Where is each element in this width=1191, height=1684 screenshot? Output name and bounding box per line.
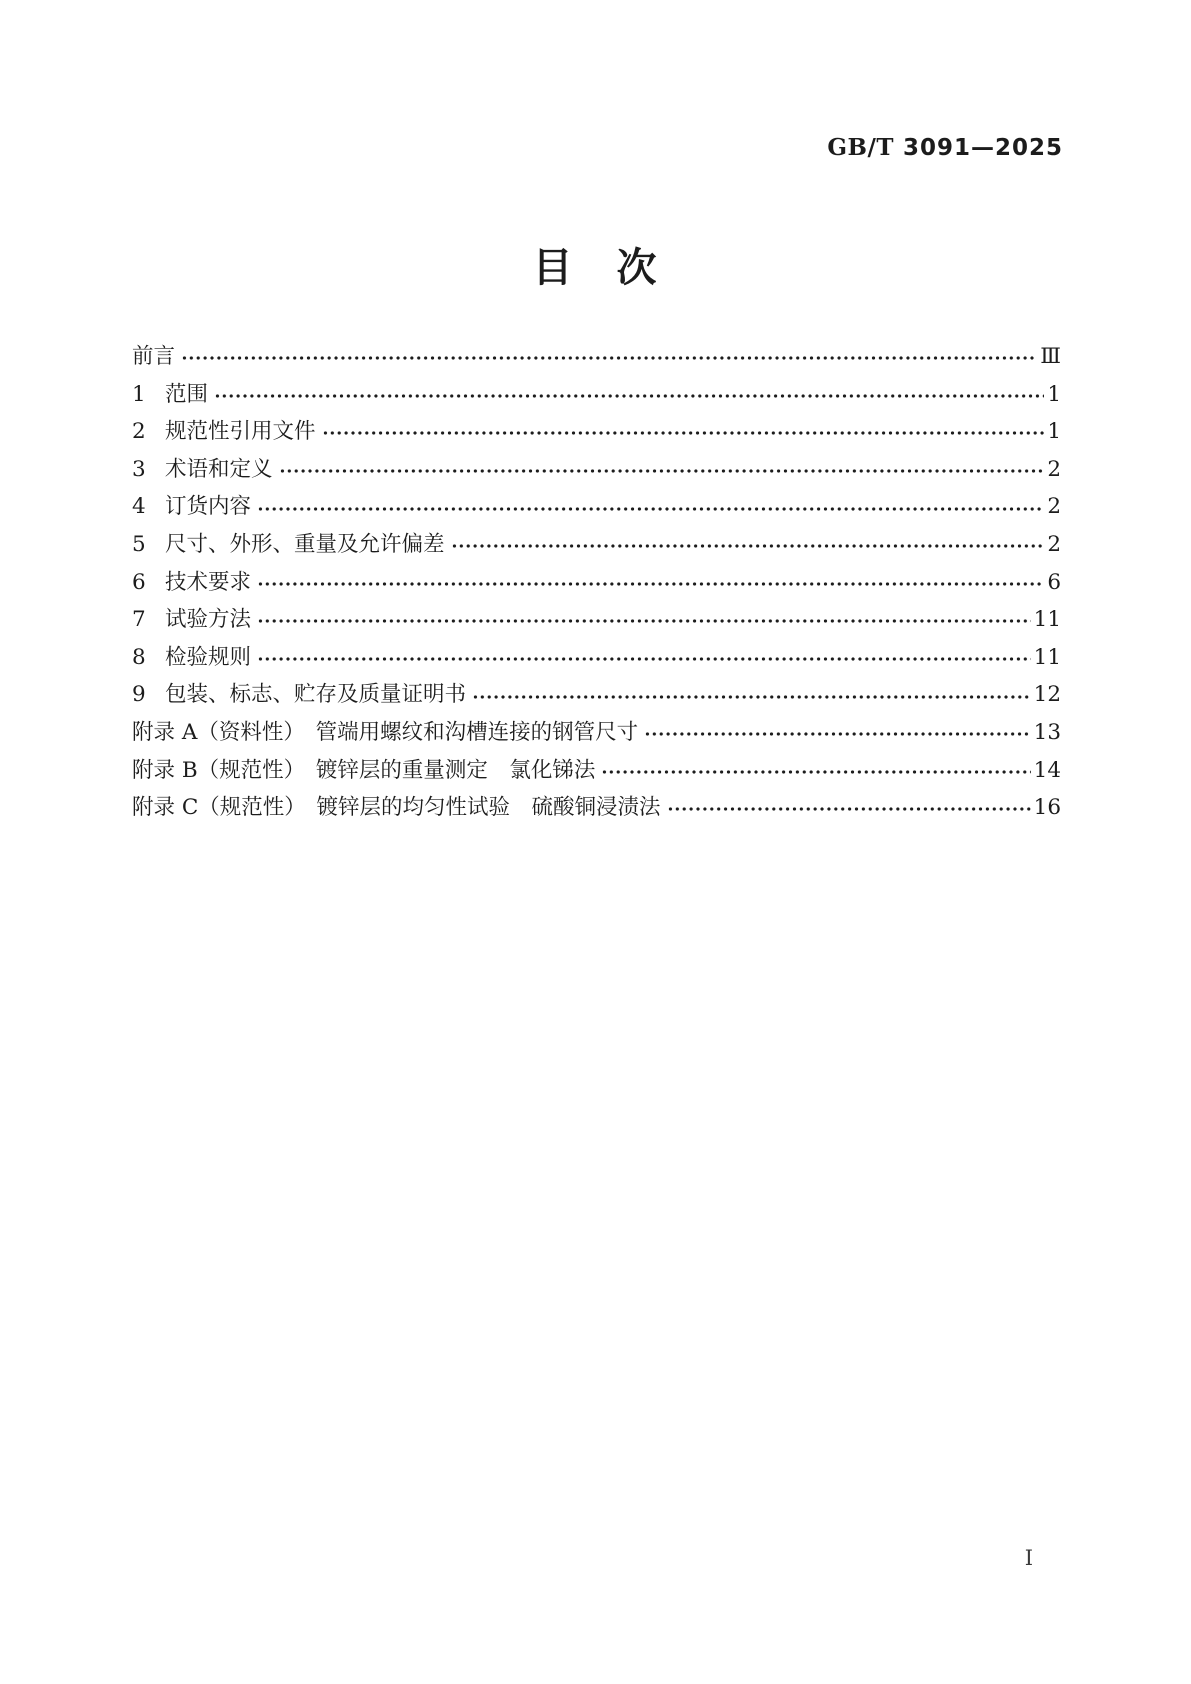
toc-entry-label: 附录 A（资料性） 管端用螺纹和沟槽连接的钢管尺寸 xyxy=(132,719,639,745)
dot-leader xyxy=(257,488,1044,526)
toc-entry-number: 5 xyxy=(132,531,146,557)
toc-entry-page: 12 xyxy=(1033,682,1061,708)
toc-entry xyxy=(132,714,1061,752)
toc-entry-label: 技术要求 xyxy=(165,569,252,595)
standard-code-number: 3091—2025 xyxy=(902,135,1063,161)
toc-entry xyxy=(132,564,1061,602)
toc-entry xyxy=(132,338,1061,376)
toc-entry-number: 4 xyxy=(132,494,146,520)
standard-code-prefix: GB/T xyxy=(827,134,894,161)
toc-entry xyxy=(132,376,1061,414)
dot-leader xyxy=(181,338,1037,376)
toc-entry-label: 包装、标志、贮存及质量证明书 xyxy=(165,682,467,708)
dot-leader xyxy=(667,789,1031,827)
toc-entry-page: Ⅲ xyxy=(1040,344,1061,369)
toc-entry-page: 11 xyxy=(1033,607,1061,633)
toc-entry-page: 11 xyxy=(1033,644,1061,670)
toc-entry xyxy=(132,789,1061,827)
dot-leader xyxy=(322,413,1045,451)
toc-entry-label: 尺寸、外形、重量及允许偏差 xyxy=(165,531,445,557)
toc-entry-number: 1 xyxy=(132,381,146,407)
toc-entry-number: 7 xyxy=(132,607,146,633)
toc-entry-number: 8 xyxy=(132,644,146,670)
toc-entry-page: 2 xyxy=(1047,456,1061,482)
toc-entry-page: 14 xyxy=(1033,757,1061,783)
toc-entry xyxy=(132,601,1061,639)
dot-leader xyxy=(279,451,1045,489)
dot-leader xyxy=(257,601,1031,639)
toc-entry-number: 6 xyxy=(132,569,146,595)
toc-entry-page: 6 xyxy=(1047,569,1061,595)
toc-entry xyxy=(132,752,1061,790)
table-of-contents xyxy=(132,338,1061,827)
toc-entry-number: 2 xyxy=(132,419,146,445)
toc-entry-number: 3 xyxy=(132,456,146,482)
toc-entry-page: 2 xyxy=(1047,531,1061,557)
toc-entry xyxy=(132,451,1061,489)
toc-entry-label: 附录 B（规范性） 镀锌层的重量测定 氯化锑法 xyxy=(132,757,596,783)
dot-leader xyxy=(601,752,1030,790)
toc-entry-label: 订货内容 xyxy=(165,494,252,520)
toc-entry-label: 附录 C（规范性） 镀锌层的均匀性试验 硫酸铜浸渍法 xyxy=(132,795,661,821)
dot-leader xyxy=(214,376,1044,414)
toc-entry xyxy=(132,526,1061,564)
toc-entry-page: 2 xyxy=(1047,494,1061,520)
toc-entry xyxy=(132,676,1061,714)
toc-entry-page: 1 xyxy=(1047,381,1061,407)
toc-entry-label: 前言 xyxy=(132,344,176,369)
footer-page-number: Ⅰ xyxy=(1024,1546,1033,1570)
toc-entry-number: 9 xyxy=(132,682,146,708)
toc-entry xyxy=(132,639,1061,677)
dot-leader xyxy=(472,676,1031,714)
standard-code-header xyxy=(827,134,1063,161)
dot-leader xyxy=(257,639,1031,677)
toc-entry-label: 试验方法 xyxy=(165,607,252,633)
toc-entry-page: 13 xyxy=(1033,719,1061,745)
toc-entry xyxy=(132,413,1061,451)
dot-leader xyxy=(644,714,1031,752)
toc-entry-label: 检验规则 xyxy=(165,644,252,670)
toc-entry-page: 16 xyxy=(1033,795,1061,821)
toc-entry xyxy=(132,488,1061,526)
toc-entry-label: 术语和定义 xyxy=(165,456,273,482)
toc-entry-page: 1 xyxy=(1047,419,1061,445)
dot-leader xyxy=(257,564,1044,602)
toc-entry-label: 范围 xyxy=(165,381,209,407)
page-title: 目 次 xyxy=(532,244,659,291)
dot-leader xyxy=(451,526,1045,564)
toc-entry-label: 规范性引用文件 xyxy=(165,419,316,445)
